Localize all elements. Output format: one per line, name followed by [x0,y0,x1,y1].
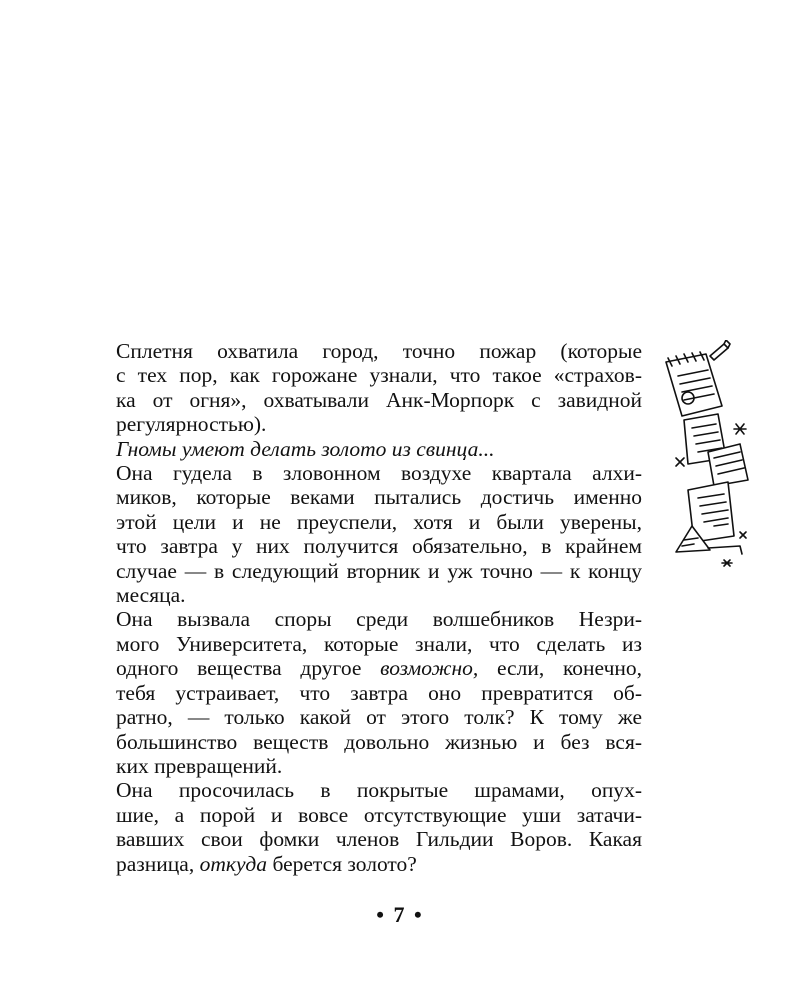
text-line: Она просочилась в покрытые шрамами, опух- [116,778,642,803]
text-line: большинство веществ довольно жизнью и без вся- [116,729,642,754]
page-number: • 7 • [376,902,424,927]
text-line: миков, которые веками пытались достичь именно [116,485,642,510]
text-line: с тех пор, как горожане узнали, что такое «страхов- [116,363,642,388]
text-line: ких превращений. [116,753,283,778]
text-line: Она вызвала споры среди волшебников Незри- [116,607,642,632]
text-line: разница, откуда берется золото? [116,851,417,876]
text-line: случае — в следующий вторник и уж точно — к концу [116,558,642,583]
emphasis: откуда [199,851,268,876]
notes-papers-doodle-icon [648,340,752,576]
emphasis: возможно, [380,656,479,681]
body-text [116,339,642,876]
text-line: месяца. [116,583,186,608]
text-line: регулярностью). [116,412,267,437]
text-line: тебя устраивает, что завтра оно превратится об- [116,680,642,705]
text-line: вавших свои фомки членов Гильдии Воров. Какая [116,827,642,852]
text-line: ратно, — только какой от этого толк? К тому же [116,705,642,730]
text-line: что завтра у них получится обязательно, в крайнем [116,534,642,559]
text-line: ка от огня», охватывали Анк-Морпорк с завидной [116,387,642,412]
text-line: мого Университета, которые знали, что сделать из [116,631,642,656]
text-line: этой цели и не преуспели, хотя и были уверены, [116,509,642,534]
text-line: Гномы умеют делать золото из свинца... [116,436,495,461]
text-line: шие, а порой и вовсе отсутствующие уши затачи- [116,802,642,827]
text-line: Сплетня охватила город, точно пожар (которые [116,339,642,363]
text-line: одного вещества другое возможно, если, конечно, [116,656,643,681]
text-line: Она гудела в зловонном воздухе квартала алхи- [116,461,642,486]
